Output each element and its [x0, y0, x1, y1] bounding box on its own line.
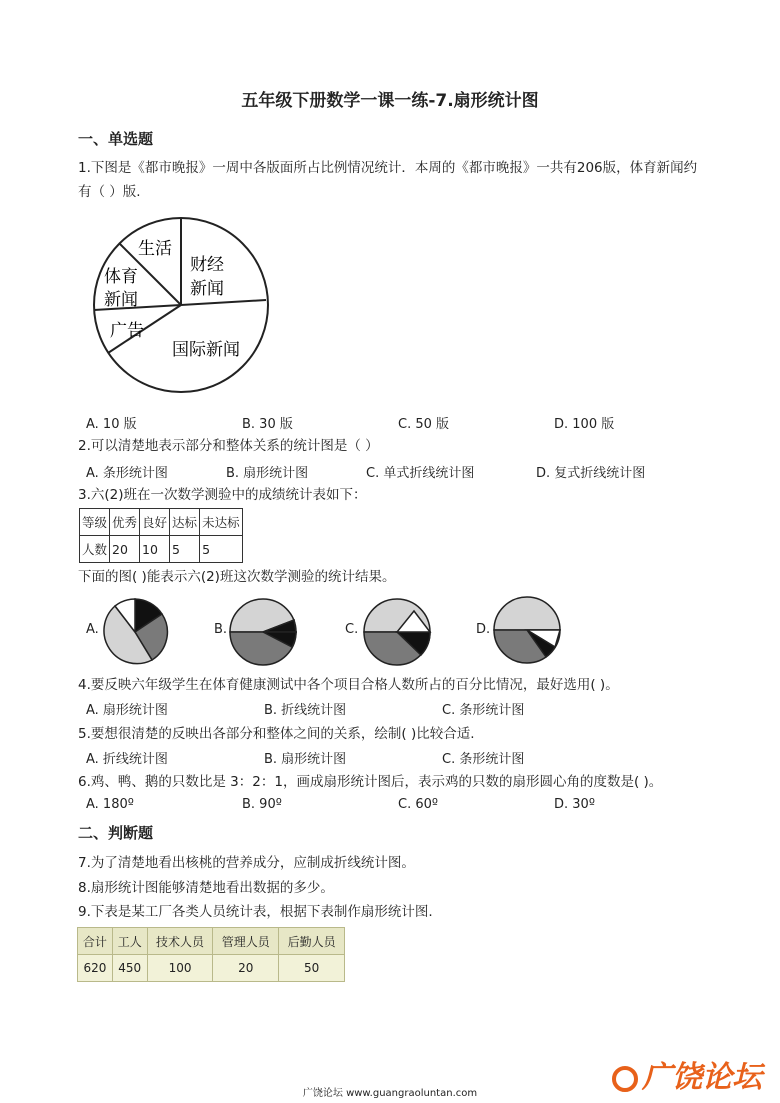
- table-cell: 50: [279, 955, 345, 982]
- question-6: 6.鸡、鸭、鹅的只数比是 3：2：1，画成扇形统计图后，表示鸡的只数的扇形圆心角的度数是( )。: [78, 774, 663, 790]
- table-cell: 良好: [140, 509, 170, 536]
- slice-label-finance-1: 财经: [190, 255, 224, 275]
- question-1: [78, 156, 718, 204]
- grade-table: [79, 508, 243, 563]
- q5-option-a[interactable]: A. 折线统计图: [86, 752, 168, 767]
- question-1-line1: 1.下图是《都市晚报》一周中各版面所占比例情况统计．本周的《都市晚报》一共有206版，体育新闻约: [78, 160, 698, 176]
- q3-option-c-label[interactable]: C.: [345, 622, 359, 637]
- page-title: 五年级下册数学一课一练-7.扇形统计图: [241, 91, 539, 111]
- table-cell: 等级: [80, 509, 110, 536]
- table-cell: 20: [110, 536, 140, 563]
- table-cell: 5: [200, 536, 243, 563]
- table-cell: 后勤人员: [279, 928, 345, 955]
- grade-table-value-row: [80, 536, 243, 563]
- slice-label-life: 生活: [138, 239, 172, 259]
- table-cell: 未达标: [200, 509, 243, 536]
- table-cell: 100: [147, 955, 213, 982]
- question-1-line2: 有（ ）版.: [78, 184, 141, 200]
- q1-option-d[interactable]: D. 100 版: [554, 417, 615, 432]
- question-7: 7.为了清楚地看出核桃的营养成分，应制成折线统计图。: [78, 855, 415, 871]
- q2-option-c[interactable]: C. 单式折线统计图: [366, 466, 475, 481]
- staff-table: [77, 927, 345, 982]
- slice-label-intl: 国际新闻: [172, 340, 240, 360]
- q3-option-b-label[interactable]: B.: [214, 622, 228, 637]
- table-cell: 工人: [112, 928, 147, 955]
- q5-option-c[interactable]: C. 条形统计图: [442, 752, 525, 767]
- question-5: 5.要想很清楚的反映出各部分和整体之间的关系，绘制( )比较合适.: [78, 726, 475, 742]
- table-cell: 20: [213, 955, 279, 982]
- q3-option-a-label[interactable]: A.: [86, 622, 99, 637]
- q1-option-b[interactable]: B. 30 版: [242, 417, 293, 432]
- q6-option-d[interactable]: D. 30º: [554, 797, 595, 812]
- q2-option-a[interactable]: A. 条形统计图: [86, 466, 168, 481]
- staff-table-header-row: [78, 928, 345, 955]
- table-cell: 优秀: [110, 509, 140, 536]
- table-cell: 人数: [80, 536, 110, 563]
- section-heading-true-false: 二、判断题: [78, 824, 154, 842]
- slice-label-finance-2: 新闻: [190, 279, 224, 299]
- q5-option-b[interactable]: B. 扇形统计图: [264, 752, 347, 767]
- table-cell: 技术人员: [147, 928, 213, 955]
- question-2: 2.可以清楚地表示部分和整体关系的统计图是（ ）: [78, 438, 379, 454]
- section-heading-single-choice: 一、单选题: [78, 130, 154, 148]
- q4-option-a[interactable]: A. 扇形统计图: [86, 703, 168, 718]
- q6-option-a[interactable]: A. 180º: [86, 797, 134, 812]
- table-cell: 620: [78, 955, 113, 982]
- slice-label-sports-1: 体育: [104, 267, 138, 287]
- newspaper-pie-chart: [86, 210, 276, 410]
- q3-pie-d[interactable]: [492, 595, 562, 665]
- question-4: 4.要反映六年级学生在体育健康测试中各个项目合格人数所占的百分比情况，最好选用( )。: [78, 677, 619, 693]
- table-cell: 450: [112, 955, 147, 982]
- q4-option-b[interactable]: B. 折线统计图: [264, 703, 347, 718]
- q1-option-c[interactable]: C. 50 版: [398, 417, 450, 432]
- table-cell: 5: [170, 536, 200, 563]
- question-3: 3.六(2)班在一次数学测验中的成绩统计表如下：: [78, 487, 367, 503]
- q4-option-c[interactable]: C. 条形统计图: [442, 703, 525, 718]
- table-cell: 达标: [170, 509, 200, 536]
- q6-option-c[interactable]: C. 60º: [398, 797, 439, 812]
- q3-option-d-label[interactable]: D.: [476, 622, 491, 637]
- slice-label-ad: 广告: [110, 321, 144, 341]
- question-3-prompt: 下面的图( )能表示六(2)班这次数学测验的统计结果。: [78, 569, 396, 585]
- slice-label-sports-2: 新闻: [104, 290, 138, 310]
- q2-option-b[interactable]: B. 扇形统计图: [226, 466, 309, 481]
- q1-option-a[interactable]: A. 10 版: [86, 417, 137, 432]
- question-8: 8.扇形统计图能够清楚地看出数据的多少。: [78, 880, 334, 896]
- pie-slice: [494, 597, 560, 630]
- grade-table-header-row: [80, 509, 243, 536]
- q2-option-d[interactable]: D. 复式折线统计图: [536, 466, 646, 481]
- q3-pie-b[interactable]: [228, 597, 298, 667]
- question-9: 9.下表是某工厂各类人员统计表，根据下表制作扇形统计图.: [78, 904, 433, 920]
- q6-option-b[interactable]: B. 90º: [242, 797, 282, 812]
- table-cell: 合计: [78, 928, 113, 955]
- page-footer: 广饶论坛 www.guangraoluntan.com: [302, 1088, 478, 1099]
- table-cell: 10: [140, 536, 170, 563]
- staff-table-value-row: [78, 955, 345, 982]
- q3-pie-c[interactable]: [362, 597, 432, 667]
- q3-pie-a[interactable]: [100, 597, 170, 667]
- site-logo: 广饶论坛: [612, 1052, 762, 1096]
- table-cell: 管理人员: [213, 928, 279, 955]
